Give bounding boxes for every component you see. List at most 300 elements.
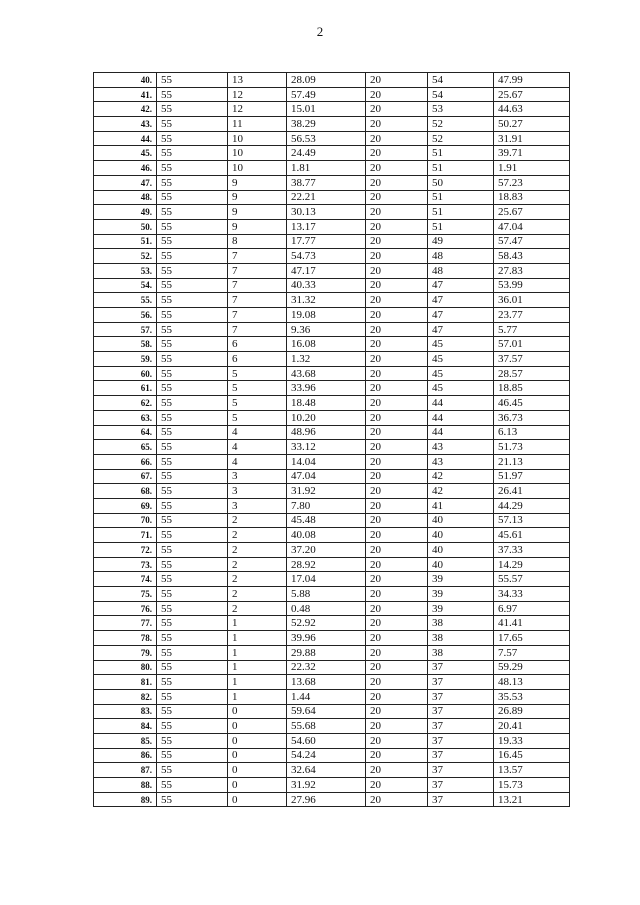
cell-value-a: 55 (157, 513, 228, 528)
cell-value-a: 55 (157, 219, 228, 234)
cell-value-f: 48.13 (494, 675, 570, 690)
cell-value-c: 17.04 (287, 572, 366, 587)
cell-value-a: 55 (157, 543, 228, 558)
table-row (94, 469, 570, 484)
cell-row-index: 64. (94, 425, 157, 440)
cell-value-c: 33.12 (287, 440, 366, 455)
table-row (94, 689, 570, 704)
cell-value-d: 20 (366, 425, 428, 440)
cell-value-e: 42 (428, 484, 494, 499)
cell-value-a: 55 (157, 484, 228, 499)
cell-value-b: 1 (228, 675, 287, 690)
cell-value-c: 59.64 (287, 704, 366, 719)
cell-value-e: 40 (428, 528, 494, 543)
cell-value-b: 7 (228, 249, 287, 264)
table-row (94, 161, 570, 176)
cell-value-f: 47.99 (494, 73, 570, 88)
cell-value-c: 47.17 (287, 263, 366, 278)
cell-value-e: 45 (428, 337, 494, 352)
cell-value-b: 7 (228, 263, 287, 278)
cell-value-f: 57.47 (494, 234, 570, 249)
cell-value-c: 0.48 (287, 601, 366, 616)
cell-value-b: 6 (228, 352, 287, 367)
table-row (94, 131, 570, 146)
cell-value-e: 45 (428, 352, 494, 367)
table-row (94, 381, 570, 396)
cell-value-c: 18.48 (287, 396, 366, 411)
cell-value-b: 2 (228, 587, 287, 602)
table-row (94, 102, 570, 117)
cell-value-b: 10 (228, 161, 287, 176)
cell-value-e: 40 (428, 513, 494, 528)
cell-value-c: 15.01 (287, 102, 366, 117)
cell-value-f: 57.23 (494, 175, 570, 190)
cell-value-b: 0 (228, 704, 287, 719)
table-row (94, 616, 570, 631)
cell-value-b: 2 (228, 557, 287, 572)
cell-value-f: 19.33 (494, 733, 570, 748)
cell-value-d: 20 (366, 660, 428, 675)
cell-value-f: 6.97 (494, 601, 570, 616)
cell-row-index: 63. (94, 410, 157, 425)
cell-value-d: 20 (366, 645, 428, 660)
cell-value-d: 20 (366, 131, 428, 146)
coordinates-table (93, 72, 570, 807)
cell-value-f: 21.13 (494, 454, 570, 469)
cell-value-b: 2 (228, 572, 287, 587)
cell-value-e: 54 (428, 87, 494, 102)
cell-value-f: 59.29 (494, 660, 570, 675)
cell-value-b: 3 (228, 469, 287, 484)
cell-value-d: 20 (366, 234, 428, 249)
cell-value-a: 55 (157, 102, 228, 117)
cell-value-d: 20 (366, 543, 428, 558)
cell-value-f: 47.04 (494, 219, 570, 234)
table-row (94, 748, 570, 763)
table-row (94, 733, 570, 748)
cell-row-index: 59. (94, 352, 157, 367)
cell-value-e: 54 (428, 73, 494, 88)
cell-row-index: 42. (94, 102, 157, 117)
cell-value-e: 51 (428, 146, 494, 161)
cell-row-index: 70. (94, 513, 157, 528)
cell-value-a: 55 (157, 587, 228, 602)
cell-value-c: 1.81 (287, 161, 366, 176)
table-row (94, 660, 570, 675)
cell-value-c: 19.08 (287, 308, 366, 323)
cell-value-a: 55 (157, 410, 228, 425)
cell-value-b: 9 (228, 219, 287, 234)
cell-value-e: 37 (428, 792, 494, 807)
cell-value-b: 9 (228, 190, 287, 205)
cell-value-a: 55 (157, 425, 228, 440)
cell-value-d: 20 (366, 205, 428, 220)
cell-value-a: 55 (157, 352, 228, 367)
cell-row-index: 74. (94, 572, 157, 587)
cell-value-a: 55 (157, 733, 228, 748)
cell-row-index: 78. (94, 631, 157, 646)
cell-value-a: 55 (157, 263, 228, 278)
table-row (94, 308, 570, 323)
cell-value-f: 13.21 (494, 792, 570, 807)
cell-value-c: 7.80 (287, 498, 366, 513)
cell-value-d: 20 (366, 410, 428, 425)
cell-value-b: 10 (228, 131, 287, 146)
cell-value-a: 55 (157, 161, 228, 176)
cell-value-f: 15.73 (494, 778, 570, 793)
table-row (94, 440, 570, 455)
cell-value-b: 1 (228, 660, 287, 675)
cell-value-d: 20 (366, 748, 428, 763)
table-row (94, 513, 570, 528)
cell-row-index: 43. (94, 117, 157, 132)
cell-value-f: 26.89 (494, 704, 570, 719)
cell-value-d: 20 (366, 263, 428, 278)
cell-value-f: 45.61 (494, 528, 570, 543)
cell-value-c: 14.04 (287, 454, 366, 469)
table-row (94, 352, 570, 367)
cell-value-b: 7 (228, 278, 287, 293)
cell-value-c: 30.13 (287, 205, 366, 220)
cell-value-b: 4 (228, 454, 287, 469)
cell-value-c: 31.92 (287, 778, 366, 793)
table-body (94, 73, 570, 807)
cell-value-f: 44.29 (494, 498, 570, 513)
cell-value-a: 55 (157, 557, 228, 572)
cell-value-c: 17.77 (287, 234, 366, 249)
cell-value-e: 52 (428, 117, 494, 132)
table-row (94, 704, 570, 719)
cell-value-e: 45 (428, 381, 494, 396)
table-row (94, 219, 570, 234)
cell-value-d: 20 (366, 792, 428, 807)
cell-value-c: 29.88 (287, 645, 366, 660)
cell-value-f: 41.41 (494, 616, 570, 631)
cell-value-a: 55 (157, 131, 228, 146)
cell-value-f: 46.45 (494, 396, 570, 411)
cell-value-e: 50 (428, 175, 494, 190)
cell-row-index: 85. (94, 733, 157, 748)
cell-value-a: 55 (157, 469, 228, 484)
cell-value-a: 55 (157, 792, 228, 807)
cell-value-d: 20 (366, 87, 428, 102)
cell-row-index: 72. (94, 543, 157, 558)
cell-value-a: 55 (157, 87, 228, 102)
table-row (94, 293, 570, 308)
cell-value-a: 55 (157, 645, 228, 660)
cell-value-d: 20 (366, 293, 428, 308)
cell-value-e: 53 (428, 102, 494, 117)
cell-value-d: 20 (366, 440, 428, 455)
cell-value-c: 37.20 (287, 543, 366, 558)
cell-value-b: 0 (228, 733, 287, 748)
cell-row-index: 44. (94, 131, 157, 146)
table-row (94, 484, 570, 499)
cell-value-f: 26.41 (494, 484, 570, 499)
cell-value-d: 20 (366, 528, 428, 543)
cell-row-index: 60. (94, 366, 157, 381)
cell-row-index: 79. (94, 645, 157, 660)
cell-value-f: 58.43 (494, 249, 570, 264)
cell-value-d: 20 (366, 117, 428, 132)
cell-value-b: 11 (228, 117, 287, 132)
cell-value-e: 47 (428, 322, 494, 337)
cell-value-b: 2 (228, 528, 287, 543)
cell-row-index: 66. (94, 454, 157, 469)
cell-value-c: 1.32 (287, 352, 366, 367)
cell-value-b: 8 (228, 234, 287, 249)
cell-value-e: 43 (428, 454, 494, 469)
cell-row-index: 48. (94, 190, 157, 205)
cell-value-b: 5 (228, 381, 287, 396)
cell-value-e: 37 (428, 660, 494, 675)
cell-value-c: 45.48 (287, 513, 366, 528)
cell-value-e: 49 (428, 234, 494, 249)
cell-value-f: 51.73 (494, 440, 570, 455)
cell-value-e: 51 (428, 205, 494, 220)
cell-value-e: 39 (428, 601, 494, 616)
cell-value-e: 47 (428, 278, 494, 293)
cell-row-index: 45. (94, 146, 157, 161)
cell-value-a: 55 (157, 748, 228, 763)
cell-value-a: 55 (157, 205, 228, 220)
cell-value-c: 40.33 (287, 278, 366, 293)
cell-value-f: 57.01 (494, 337, 570, 352)
table-row (94, 190, 570, 205)
cell-value-c: 56.53 (287, 131, 366, 146)
cell-value-d: 20 (366, 396, 428, 411)
cell-row-index: 89. (94, 792, 157, 807)
cell-row-index: 65. (94, 440, 157, 455)
table-row (94, 631, 570, 646)
cell-value-a: 55 (157, 117, 228, 132)
cell-value-f: 14.29 (494, 557, 570, 572)
table-row (94, 557, 570, 572)
cell-value-d: 20 (366, 484, 428, 499)
cell-value-b: 2 (228, 601, 287, 616)
cell-value-e: 51 (428, 161, 494, 176)
table-row (94, 278, 570, 293)
cell-row-index: 50. (94, 219, 157, 234)
cell-value-a: 55 (157, 175, 228, 190)
table-row (94, 73, 570, 88)
cell-value-f: 6.13 (494, 425, 570, 440)
cell-value-d: 20 (366, 572, 428, 587)
cell-value-c: 28.09 (287, 73, 366, 88)
cell-row-index: 88. (94, 778, 157, 793)
table-row (94, 263, 570, 278)
cell-value-b: 5 (228, 396, 287, 411)
cell-value-e: 41 (428, 498, 494, 513)
cell-value-d: 20 (366, 146, 428, 161)
cell-value-d: 20 (366, 733, 428, 748)
cell-value-e: 44 (428, 425, 494, 440)
cell-value-f: 37.57 (494, 352, 570, 367)
cell-value-d: 20 (366, 513, 428, 528)
cell-value-b: 0 (228, 763, 287, 778)
table-row (94, 322, 570, 337)
cell-row-index: 47. (94, 175, 157, 190)
cell-value-a: 55 (157, 190, 228, 205)
cell-value-d: 20 (366, 557, 428, 572)
cell-value-d: 20 (366, 73, 428, 88)
cell-value-c: 52.92 (287, 616, 366, 631)
cell-value-e: 39 (428, 587, 494, 602)
table-row (94, 234, 570, 249)
cell-value-d: 20 (366, 616, 428, 631)
cell-value-f: 44.63 (494, 102, 570, 117)
cell-value-c: 10.20 (287, 410, 366, 425)
cell-row-index: 77. (94, 616, 157, 631)
cell-row-index: 41. (94, 87, 157, 102)
cell-value-c: 22.21 (287, 190, 366, 205)
cell-row-index: 61. (94, 381, 157, 396)
cell-value-e: 38 (428, 645, 494, 660)
cell-value-b: 9 (228, 175, 287, 190)
cell-value-a: 55 (157, 73, 228, 88)
table-row (94, 601, 570, 616)
cell-value-d: 20 (366, 366, 428, 381)
cell-value-a: 55 (157, 689, 228, 704)
cell-value-b: 6 (228, 337, 287, 352)
cell-value-c: 57.49 (287, 87, 366, 102)
cell-value-d: 20 (366, 601, 428, 616)
table-row (94, 396, 570, 411)
cell-value-d: 20 (366, 763, 428, 778)
cell-value-b: 7 (228, 308, 287, 323)
cell-value-f: 50.27 (494, 117, 570, 132)
cell-value-b: 0 (228, 778, 287, 793)
table-row (94, 146, 570, 161)
table-row (94, 778, 570, 793)
cell-value-b: 12 (228, 87, 287, 102)
cell-value-f: 51.97 (494, 469, 570, 484)
cell-value-d: 20 (366, 175, 428, 190)
table-row (94, 792, 570, 807)
cell-row-index: 82. (94, 689, 157, 704)
cell-value-a: 55 (157, 601, 228, 616)
cell-value-f: 31.91 (494, 131, 570, 146)
cell-row-index: 81. (94, 675, 157, 690)
table-row (94, 543, 570, 558)
table-row (94, 498, 570, 513)
cell-value-c: 27.96 (287, 792, 366, 807)
cell-value-e: 51 (428, 219, 494, 234)
cell-row-index: 84. (94, 719, 157, 734)
cell-value-c: 38.77 (287, 175, 366, 190)
cell-value-f: 39.71 (494, 146, 570, 161)
cell-value-d: 20 (366, 352, 428, 367)
cell-value-b: 0 (228, 748, 287, 763)
cell-row-index: 53. (94, 263, 157, 278)
cell-value-d: 20 (366, 102, 428, 117)
cell-value-b: 3 (228, 498, 287, 513)
cell-value-c: 28.92 (287, 557, 366, 572)
cell-value-e: 47 (428, 293, 494, 308)
cell-value-b: 4 (228, 440, 287, 455)
cell-value-f: 16.45 (494, 748, 570, 763)
cell-value-a: 55 (157, 440, 228, 455)
cell-value-c: 47.04 (287, 469, 366, 484)
table-row (94, 205, 570, 220)
cell-value-a: 55 (157, 322, 228, 337)
cell-value-a: 55 (157, 763, 228, 778)
cell-value-a: 55 (157, 396, 228, 411)
cell-value-f: 36.01 (494, 293, 570, 308)
cell-value-e: 37 (428, 748, 494, 763)
cell-value-d: 20 (366, 689, 428, 704)
cell-value-a: 55 (157, 528, 228, 543)
cell-value-f: 37.33 (494, 543, 570, 558)
cell-value-f: 20.41 (494, 719, 570, 734)
cell-value-d: 20 (366, 778, 428, 793)
table-row (94, 454, 570, 469)
cell-value-b: 5 (228, 410, 287, 425)
cell-value-e: 40 (428, 543, 494, 558)
cell-value-f: 57.13 (494, 513, 570, 528)
cell-value-d: 20 (366, 278, 428, 293)
cell-row-index: 76. (94, 601, 157, 616)
cell-row-index: 40. (94, 73, 157, 88)
cell-row-index: 80. (94, 660, 157, 675)
cell-value-c: 1.44 (287, 689, 366, 704)
table-row (94, 117, 570, 132)
cell-value-c: 24.49 (287, 146, 366, 161)
cell-value-c: 31.32 (287, 293, 366, 308)
cell-value-f: 35.53 (494, 689, 570, 704)
cell-value-f: 18.83 (494, 190, 570, 205)
table-row (94, 719, 570, 734)
table-row (94, 87, 570, 102)
cell-value-e: 44 (428, 410, 494, 425)
cell-value-b: 1 (228, 689, 287, 704)
cell-value-d: 20 (366, 719, 428, 734)
cell-value-d: 20 (366, 381, 428, 396)
cell-row-index: 75. (94, 587, 157, 602)
table-row (94, 587, 570, 602)
cell-value-a: 55 (157, 234, 228, 249)
cell-value-b: 9 (228, 205, 287, 220)
cell-value-c: 54.73 (287, 249, 366, 264)
cell-value-a: 55 (157, 675, 228, 690)
cell-value-b: 7 (228, 293, 287, 308)
cell-value-b: 1 (228, 645, 287, 660)
cell-value-f: 36.73 (494, 410, 570, 425)
cell-value-c: 13.17 (287, 219, 366, 234)
cell-value-e: 38 (428, 616, 494, 631)
table-row (94, 528, 570, 543)
cell-row-index: 51. (94, 234, 157, 249)
cell-value-e: 52 (428, 131, 494, 146)
cell-value-e: 48 (428, 249, 494, 264)
table-row (94, 366, 570, 381)
cell-value-b: 5 (228, 366, 287, 381)
cell-value-d: 20 (366, 322, 428, 337)
cell-value-f: 25.67 (494, 205, 570, 220)
cell-value-c: 13.68 (287, 675, 366, 690)
cell-value-b: 4 (228, 425, 287, 440)
cell-value-a: 55 (157, 308, 228, 323)
cell-value-f: 53.99 (494, 278, 570, 293)
cell-value-d: 20 (366, 631, 428, 646)
cell-value-e: 39 (428, 572, 494, 587)
cell-value-e: 37 (428, 704, 494, 719)
table-row (94, 410, 570, 425)
cell-value-f: 55.57 (494, 572, 570, 587)
cell-value-a: 55 (157, 498, 228, 513)
table-row (94, 249, 570, 264)
cell-value-e: 48 (428, 263, 494, 278)
